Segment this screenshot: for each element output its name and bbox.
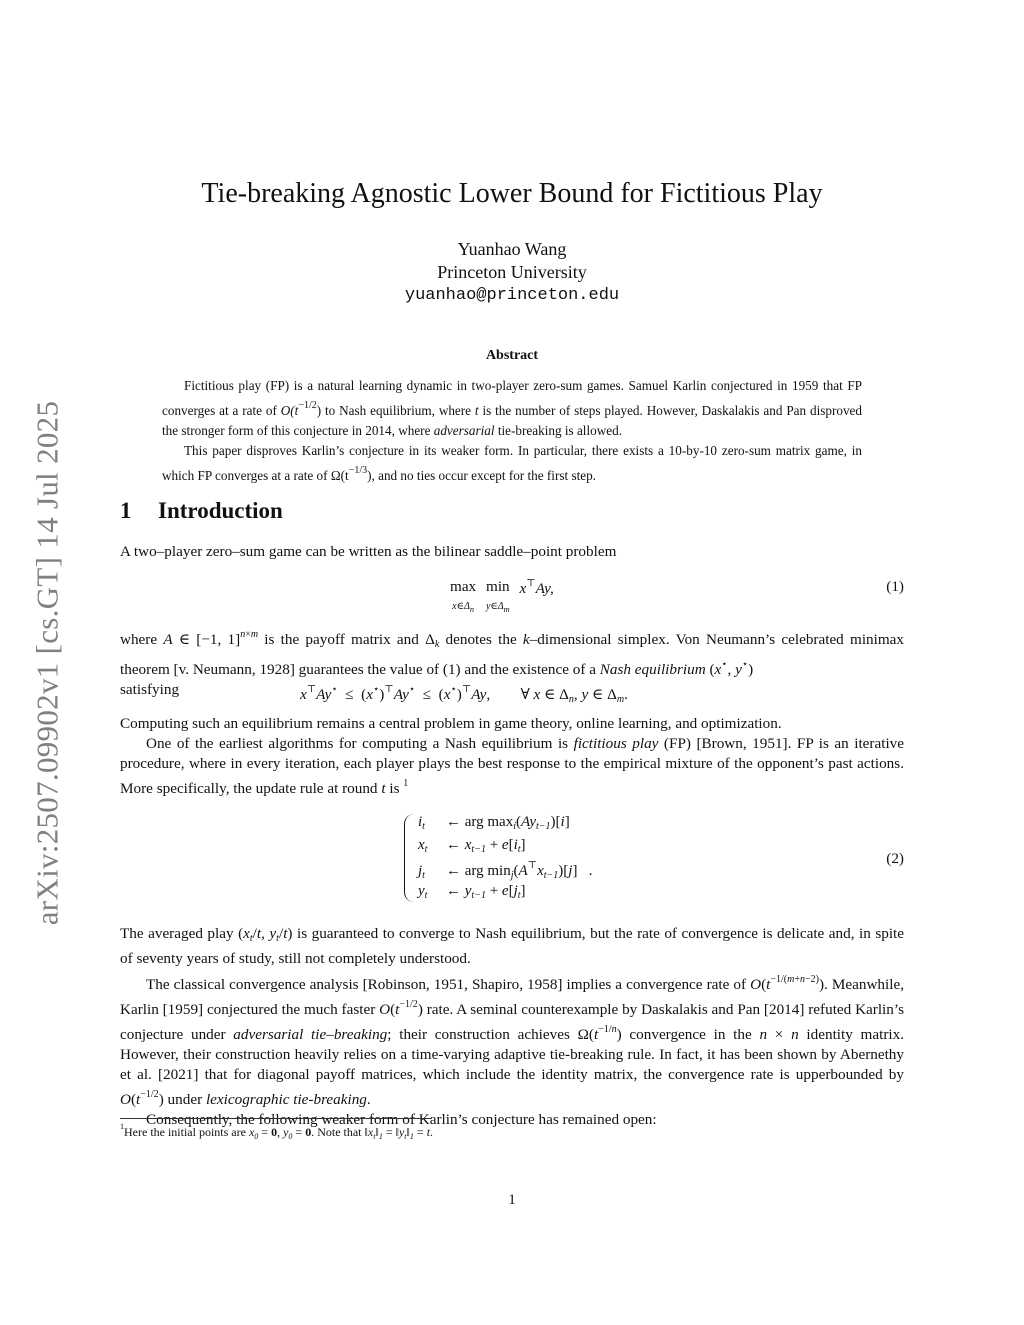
update-row-i: $i_t$ ← arg $\max_i(Ay_{t-1})[i]$ <box>418 814 570 832</box>
emphasis-adversarial-tie-breaking: adversarial tie–breaking <box>233 1026 388 1043</box>
text: tie-breaking is allowed. <box>494 423 622 438</box>
footnote-mark[interactable]: 1 <box>403 778 409 789</box>
paragraph-consequently: Consequently, the following weaker form of Karlin’s conjecture has remained open: <box>146 1111 657 1128</box>
text: is guaranteed to converge to Nash equilibrium, but the rate of convergence is delicate and, in spite of seventy years of study, still not completely understood. <box>120 925 904 967</box>
math-rate: O(t <box>280 403 299 418</box>
text: ; their construction achieves <box>387 1026 578 1043</box>
text: satisfying <box>120 681 180 698</box>
text: This paper disproves Karlin’s conjecture in its weaker form. In particular, there exists a 10-by-10 zero-sum matrix game, in which FP converges at a rate of <box>162 443 862 483</box>
paragraph-rates <box>120 924 904 1130</box>
math-rate: Ω(t <box>330 468 349 483</box>
footnote-mark: 1 <box>120 1122 124 1131</box>
bilinear-term: x⊤Ay, <box>519 578 554 597</box>
abstract-body <box>162 376 862 486</box>
text: convergence in the <box>621 1026 760 1043</box>
emphasis-nash-equilibrium: Nash equilibrium <box>599 661 706 678</box>
text: ) to Nash equilibrium, where <box>316 403 475 418</box>
intro-line: A two–player zero–sum game can be written as the bilinear saddle–point problem <box>120 543 617 560</box>
emphasis-lexicographic-tie-breaking: lexicographic tie-breaking <box>205 1091 367 1108</box>
footnote-divider <box>120 1118 432 1119</box>
text: . <box>366 1091 371 1108</box>
paragraph-averaged: The averaged play ($x_t/t$, $y_t/t$) is guaranteed to converge to Nash equilibrium, but the rate of convergence is delicate and, in spite of seventy years of study, still not completely understood. <box>120 925 904 967</box>
math-t: t <box>381 780 386 797</box>
abstract-heading: Abstract <box>485 348 539 363</box>
text: Here the initial points are <box>124 1125 249 1139</box>
math-a-domain: A <box>163 631 173 648</box>
text: One of the earliest algorithms for computing a Nash equilibrium is <box>146 735 574 752</box>
text: . Meanwhile, Karlin [1959] conjectured the much faster <box>120 976 904 1018</box>
arxiv-stamp-text: arXiv:2507.09902v1 [cs.GT] 14 Jul 2025 <box>29 400 65 926</box>
text: where <box>120 631 164 648</box>
text: ), and no ties occur except for the first step. <box>367 468 596 483</box>
text: The classical convergence analysis [Robinson, 1951, Shapiro, 1958] implies a convergence rate of <box>146 976 751 993</box>
equation-2 <box>120 814 904 906</box>
text: rate. A seminal counterexample by Daskalakis and Pan [2014] refuted Karlin’s conjecture under <box>120 1001 905 1043</box>
paragraph-classical: The classical convergence analysis [Robinson, 1951, Shapiro, 1958] implies a convergence rate of $O(t^{-1/(m+n-2)})$. Meanwhile, Karlin [1959] conjectured the much faster $O(t^{-1/2})$ rate. A seminal counterexample by Daskalakis and Pan [2014] refuted Karlin’s conjecture under adversarial tie–breaking; their construction achieves $\Omega(t^{-1/n})$ convergence in the n × n identity matrix. However, their construction heavily relies on a time-varying adaptive tie-breaking rule. In fact, it has been shown by Abernethy et al. [2021] that for diagonal payoff matrices, which include the identity matrix, the convergence rate is upperbounded by $O(t^{-1/2})$ under lexicographic tie-breaking. <box>120 974 905 1108</box>
text: (FP) [Brown, 1951]. FP is an iterative procedure, where in every iteration, each player plays the best response to the empirical mixture of the opponent’s past actions. More specifically, the update rule at round <box>120 735 904 797</box>
text: is <box>385 780 404 797</box>
update-row-y: $y_t$ ← $y_{t-1} + e[j_t]$ <box>418 883 526 901</box>
paragraph-fp <box>120 734 904 799</box>
abstract-paragraph-1 <box>162 376 862 441</box>
author-block <box>0 238 1024 307</box>
equation-number: (1) <box>886 578 904 595</box>
abstract-paragraph-2 <box>162 441 862 486</box>
equation-saddle <box>120 684 904 706</box>
math-exponent: −1/2 <box>298 400 317 411</box>
math-t: t <box>474 403 479 418</box>
arxiv-stamp <box>29 378 65 948</box>
update-system <box>404 814 764 906</box>
section-title: Introduction <box>158 498 283 523</box>
paper-title: Tie-breaking Agnostic Lower Bound for Fictitious Play <box>201 178 823 209</box>
text: identity matrix. However, their construction heavily relies on a time-varying adaptive tie-breaking rule. In fact, it has been shown by Abernethy et al. [2021] that for diagonal payoff matrices, which include the identity matrix, the convergence rate is upperbounded by <box>120 1026 904 1083</box>
text: under <box>163 1091 206 1108</box>
author-affiliation: Princeton University <box>437 262 587 282</box>
min-operator: min $y\in\Delta_m$ <box>485 578 510 614</box>
author-email[interactable]: yuanhao@princeton.edu <box>404 286 620 305</box>
equation-1-body <box>450 578 554 614</box>
author-name: Yuanhao Wang <box>457 239 567 259</box>
paragraph-where-text: where A ∈ [−1, 1]$^{n\times m}$ is the payoff matrix and $\Delta_k$ denotes the k–dimensional simplex. Von Neumann’s celebrated minimax theorem [v. Neumann, 1928] guarantees the value of (1) and the existence of a Nash equilibrium (x⋆, y⋆) satisfying <box>120 629 904 698</box>
text: is the number of steps played. However, Daskalakis and Pan disproved the stronger form of this conjecture in 2014, where <box>162 403 862 438</box>
section-number: 1 <box>120 498 132 523</box>
max-operator: max $x\in\Delta_n$ <box>450 578 477 614</box>
emphasis-fictitious-play: fictitious play <box>573 735 659 752</box>
update-row-j: $j_t$ ← arg $\min_j(A^⊤x_{t-1})[j]$ . <box>418 860 593 881</box>
text: –dimensional simplex. Von Neumann’s celebrated minimax theorem [v. Neumann, 1928] guarantees the value of (1) and the existence of a <box>120 631 904 678</box>
math-exponent: −1/3 <box>348 465 368 476</box>
text: The averaged play <box>120 925 239 942</box>
saddle-inequality: x⊤Ay⋆ ≤ (x⋆)⊤Ay⋆ ≤ (x⋆)⊤Ay, ∀ x ∈ $\Delta_n$, y ∈ $\Delta_m$. <box>300 684 628 705</box>
section-heading <box>120 498 283 524</box>
text: is the payoff matrix and <box>258 631 426 648</box>
math-k: k <box>522 631 530 648</box>
paragraph-compute-text: Computing such an equilibrium remains a central problem in game theory, online learning, and optimization. <box>120 715 782 732</box>
left-brace <box>404 814 417 902</box>
update-row-x: $x_t$ ← $x_{t-1} + e[i_t]$ <box>418 837 526 855</box>
footnote: $^1$Here the initial points are $x_0 = 0$, $y_0 = 0$. Note that $‖x_t‖_1$ = $‖y_t‖_1 = t$. <box>120 1122 434 1141</box>
text: denotes the <box>439 631 523 648</box>
equation-1 <box>120 578 904 614</box>
text: Fictitious play (FP) is a natural learning dynamic in two-player zero-sum games. Samuel Karlin conjectured in 1959 that FP converges at a rate of <box>162 378 862 418</box>
paragraph-computing <box>120 714 904 799</box>
emphasis-adversarial: adversarial <box>433 423 495 438</box>
equation-number: (2) <box>886 850 904 867</box>
page-number: 1 <box>508 1192 516 1208</box>
text: . Note that <box>311 1125 365 1139</box>
